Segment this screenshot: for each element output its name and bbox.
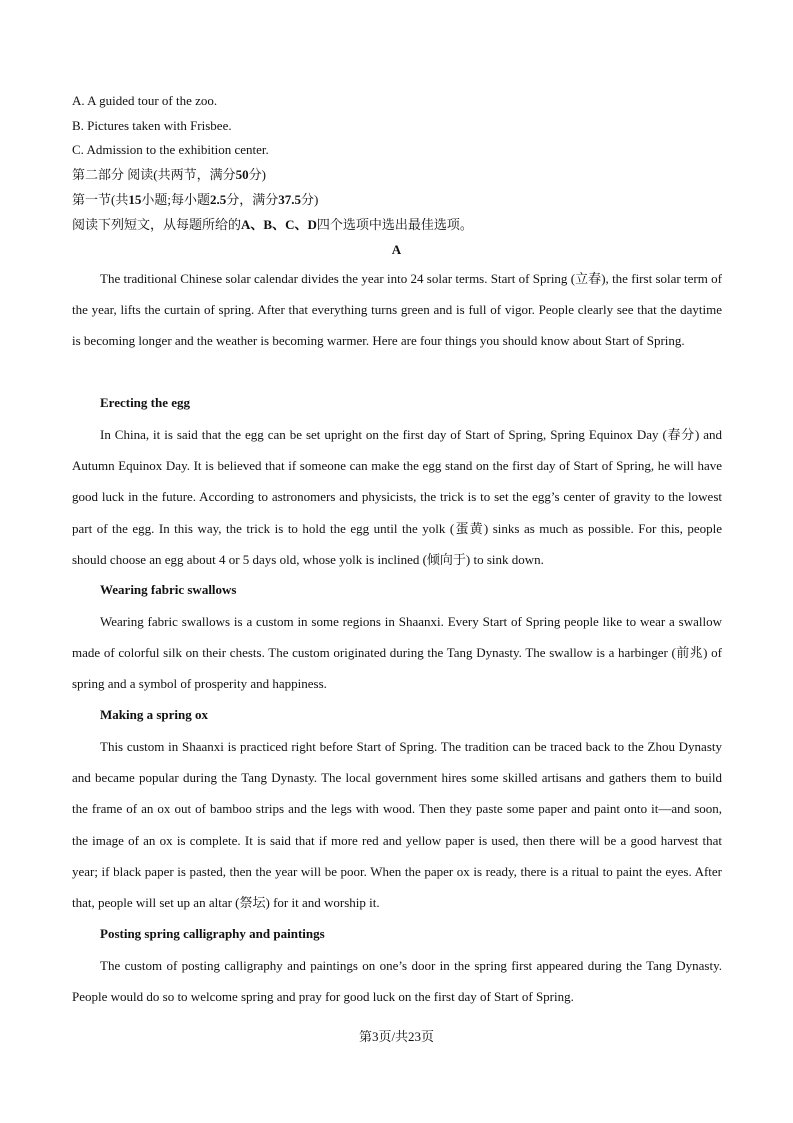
section-text-ox: This custom in Shaanxi is practiced right before Start of Spring. The tradition can be traced back to the Zhou Dynasty and became popular during the Tang Dynasty. The local government hires some skilled artisans and gathers them to build the frame of an ox out of bamboo strips and the legs with wood. Then they paste some paper and paint onto it—and soon, the image of an ox is complete. It is said that if more red and yellow paper is used, then there will be a good harvest that year; if black paper is pasted, then the year will be poor. When the paper ox is ready, there is a ritual to paint the eyes. After that, people will set up an altar (祭坛) for it and worship it.	[72, 739, 722, 911]
instruction: 阅读下列短文，从每题所给的A、B、C、D四个选项中选出最佳选项。	[72, 217, 473, 232]
section-text-swallows: Wearing fabric swallows is a custom in some regions in Shaanxi. Every Start of Spring people like to wear a swallow made of colorful silk on their chests. The custom originated during the Tang Dynasty. The swallow is a harbinger (前兆) of spring and a symbol of prosperity and happiness.	[72, 614, 722, 692]
section-heading-swallows: Wearing fabric swallows	[100, 582, 237, 597]
section-heading-egg: Erecting the egg	[100, 395, 191, 410]
intro-paragraph: The traditional Chinese solar calendar divides the year into 24 solar terms. Start of Spring (立春), the first solar term of the year, lifts the curtain of spring. After that everything turns green and is full of vigor. People clearly see that the daytime is becoming longer and the weather is becoming warmer. Here are four things you should know about Start of Spring.	[72, 271, 722, 349]
passage-label: A	[391, 242, 402, 257]
section-header: 第一节(共15小题;每小题2.5分，满分37.5分)	[72, 192, 319, 207]
option-c: C. Admission to the exhibition center.	[72, 142, 269, 157]
option-b: B. Pictures taken with Frisbee.	[72, 118, 232, 133]
option-a: A. A guided tour of the zoo.	[72, 93, 218, 108]
section-text-egg: In China, it is said that the egg can be set upright on the first day of Start of Spring, Spring Equinox Day (春分) and Autumn Equinox Day. It is believed that if someone can make the egg stand on the first day of Start of Spring, he will have good luck in the future. According to astronomers and physicists, the trick is to set the egg’s center of gravity to the lowest part of the egg. In this way, the trick is to hold the egg until the yolk (蛋黄) sinks as much as possible. For this, people should choose an egg about 4 or 5 days old, whose yolk is inclined (倾向于) to sink down.	[72, 427, 722, 567]
part-header: 第二部分 阅读(共两节，满分50分)	[72, 167, 266, 182]
page-footer: 第3页/共23页	[358, 1029, 435, 1044]
section-text-calligraphy: The custom of posting calligraphy and paintings on one’s door in the spring first appeared during the Tang Dynasty. People would do so to welcome spring and pray for good luck on the first day of Start of Spring.	[72, 958, 722, 1005]
section-heading-calligraphy: Posting spring calligraphy and paintings	[100, 926, 325, 941]
section-heading-ox: Making a spring ox	[100, 707, 208, 722]
